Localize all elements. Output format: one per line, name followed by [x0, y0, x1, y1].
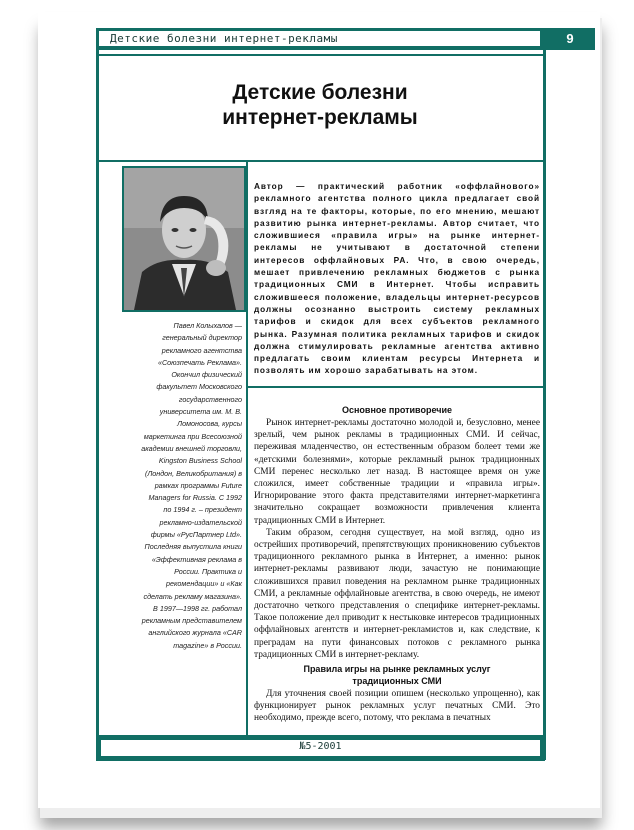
column-divider	[246, 160, 248, 735]
author-portrait-illustration	[124, 168, 244, 310]
issue-number: №5-2001	[299, 741, 342, 752]
intro-divider	[246, 386, 545, 388]
header-divider	[96, 54, 545, 56]
section-heading-rules	[254, 663, 540, 687]
title-line-1: Детские болезни	[232, 81, 408, 104]
heading-line-2: традиционных СМИ	[352, 676, 442, 686]
article-lead: Автор — практический работник «оффлайнового» рекламного агентства полного цикла предлагает свой взгляд на те факторы, которые, по его мнению, мешают развитию рынка интернет-рекламы. Автор считает, что сложившиеся «правила игры» на рынке интернет-рекламы не учитывают в достаточной степени интересов оффлайновых РА. Что, в свою очередь, мешает привлечению рекламных бюджетов с рынка традиционных СМИ в Интернет. Чтобы исправить сложившееся положение, владельцы интернет-ресурсов должны осознанно выстроить систему рекламных тарифов и скидок для всех субъектов рекламного рынка. Разумная политика рекламных тарифов и скидок должна стимулировать рекламные агентства активно предлагать своим клиентам ресурсы Интернета и позволять им хорошо зарабатывать на этом.	[254, 181, 540, 376]
right-border	[543, 50, 546, 760]
left-border	[96, 50, 99, 760]
paragraph: Для уточнения своей позиции опишем (несколько упрощенно), как функционирует рынок рекламных услуг печатных СМИ. Это необходимо, прежде всего, потому, что реклама в печатных	[254, 689, 540, 724]
author-photo	[122, 166, 246, 312]
heading-line-1: Правила игры на рынке рекламных услуг	[303, 664, 491, 674]
title-line-2: интернет-рекламы	[222, 106, 418, 129]
paragraph: Таким образом, сегодня существует, на мой взгляд, одно из острейших противоречий, препятствующих проникновению субъектов традиционного рекламного рынка в Интернет, а именно: рынок интернет-рекламы развивают люди, зачастую не понимающие сложившихся правил поведения на рекламном рынке традиционных СМИ, а рекламные оффлайновые агентства, в свою очередь, не имеют достаточно четкого представления о специфике интернет-рекламы. Такое положение дел приводит к нестыковке интересов традиционных оффлайновых агентств и интернет-рекламистов и, как следствие, к преградам на пути финансовых потоков с рекламного рынка традиционных СМИ в интернет-рекламу.	[254, 527, 540, 660]
photo-caption: Павел Колыхалов — генеральный директор рекламного агентства «Союзпечать Реклама». Окончил физический факультет Московского государственного университета им. М. В. Ломоносова, курсы маркетинга при Всесоюзной академии внешней торговли, Kingston Business School (Лондон, Великобритания) в рамках программы Future Managers for Russia. С 1992 по 1994 г. – президент рекламно-издательской фирмы «РусПартнер Ltd». Последняя выпустила книги «Эффективная реклама в России. Практика и рекомендации» и «Как сделать рекламу магазина». В 1997—1998 гг. работал рекламным представителем английского журнала «CAR magazine» в России.	[141, 321, 242, 650]
section-body-rules	[254, 688, 540, 725]
running-header-title: Детские болезни интернет-рекламы	[110, 32, 338, 45]
page-number: 9	[545, 28, 595, 50]
paragraph: Рынок интернет-рекламы достаточно молодой и, безусловно, менее зрелый, чем рынок рекламы в традиционных СМИ. И сейчас, переживая младенчество, он естественным образом болеет теми же «детскими болезнями», которые рекламный рынок традиционных СМИ перенес несколько лет назад. В настоящее время он уже сложился, имеет собственные традиции и «правила игры». Игнорирование этого факта представителями интернет-маркетинга значительно сокращает возможности привлечения клиента традиционных СМИ в Интернет.	[254, 418, 540, 526]
article-title	[100, 80, 540, 130]
section-body-main-contradiction	[254, 417, 540, 661]
section-heading-main-contradiction: Основное противоречие	[341, 405, 452, 415]
title-divider	[96, 160, 545, 162]
